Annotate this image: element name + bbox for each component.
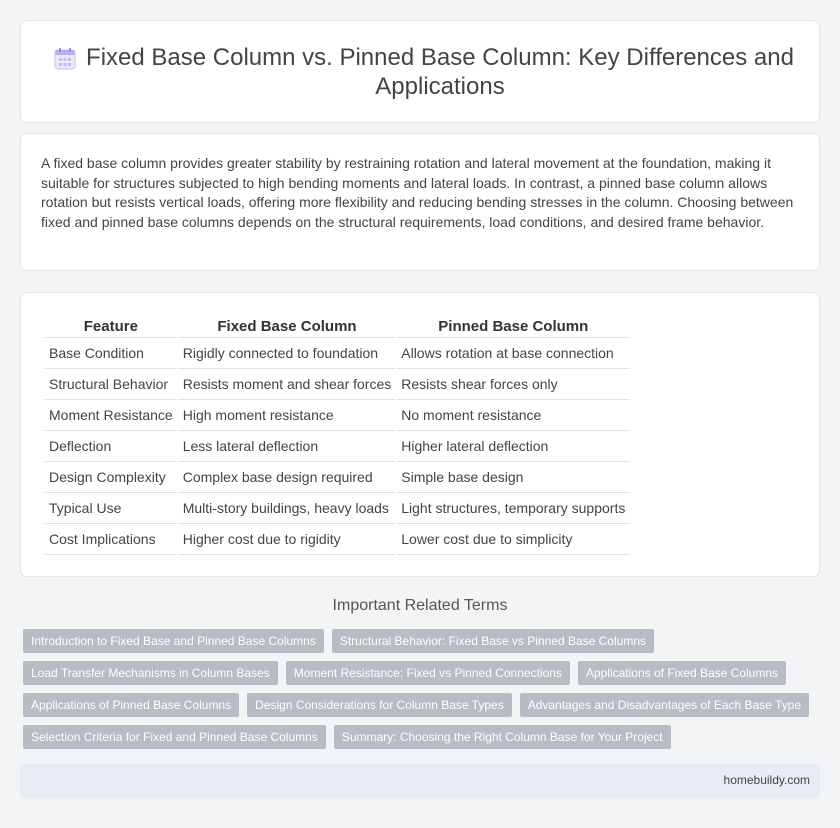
site-link[interactable]: homebuildy.com <box>723 773 810 787</box>
table-row <box>45 431 629 462</box>
table-cell: Structural Behavior <box>45 369 177 400</box>
page-title: Fixed Base Column vs. Pinned Base Column: Key Differences and Applications <box>86 44 794 100</box>
related-tag[interactable]: Applications of Pinned Base Columns <box>23 693 239 717</box>
table-cell: Cost Implications <box>45 524 177 555</box>
table-cell: Higher lateral deflection <box>397 431 629 462</box>
table-cell: Lower cost due to simplicity <box>397 524 629 555</box>
header-feature: Feature <box>45 317 177 338</box>
table-row <box>45 400 629 431</box>
intro-paragraph: A fixed base column provides greater stability by restraining rotation and lateral movement at the foundation, making it suitable for structures subjected to high bending moments and lateral loads. In contrast, a pinned base column allows rotation but resists vertical loads, offering more flexibility and reducing bending stresses in the column. Choosing between fixed and pinned base columns depends on the structural requirements, load conditions, and desired frame behavior. <box>41 155 794 230</box>
related-tag[interactable]: Summary: Choosing the Right Column Base for Your Project <box>334 725 671 749</box>
table-cell: No moment resistance <box>397 400 629 431</box>
intro-card <box>20 133 820 271</box>
related-terms-title: Important Related Terms <box>332 597 508 614</box>
related-tags <box>23 629 813 749</box>
table-row <box>45 493 629 524</box>
comparison-card <box>20 292 820 577</box>
related-tag[interactable]: Moment Resistance: Fixed vs Pinned Connections <box>286 661 570 685</box>
header-pinned-base: Pinned Base Column <box>397 317 629 338</box>
table-cell: Complex base design required <box>179 462 396 493</box>
table-row <box>45 524 629 555</box>
related-tag[interactable]: Structural Behavior: Fixed Base vs Pinned Base Columns <box>332 629 654 653</box>
table-cell: Light structures, temporary supports <box>397 493 629 524</box>
table-cell: Rigidly connected to foundation <box>179 338 396 369</box>
table-cell: Higher cost due to rigidity <box>179 524 396 555</box>
title-card <box>20 20 820 123</box>
table-cell: Typical Use <box>45 493 177 524</box>
table-row <box>45 369 629 400</box>
header-fixed-base: Fixed Base Column <box>179 317 396 338</box>
table-cell: Simple base design <box>397 462 629 493</box>
related-tag[interactable]: Introduction to Fixed Base and Pinned Base Columns <box>23 629 324 653</box>
related-tag[interactable]: Applications of Fixed Base Columns <box>578 661 786 685</box>
table-header-row <box>45 317 629 338</box>
related-tag[interactable]: Design Considerations for Column Base Types <box>247 693 512 717</box>
table-cell: Base Condition <box>45 338 177 369</box>
related-tag[interactable]: Advantages and Disadvantages of Each Base Type <box>520 693 809 717</box>
table-cell: Multi-story buildings, heavy loads <box>179 493 396 524</box>
comparison-table <box>43 317 631 555</box>
related-tag[interactable]: Load Transfer Mechanisms in Column Bases <box>23 661 278 685</box>
calendar-icon <box>53 47 77 71</box>
table-cell: Moment Resistance <box>45 400 177 431</box>
table-row <box>45 338 629 369</box>
table-cell: Less lateral deflection <box>179 431 396 462</box>
table-cell: High moment resistance <box>179 400 396 431</box>
footer <box>20 764 820 798</box>
table-cell: Resists shear forces only <box>397 369 629 400</box>
table-cell: Design Complexity <box>45 462 177 493</box>
table-cell: Allows rotation at base connection <box>397 338 629 369</box>
table-row <box>45 462 629 493</box>
table-cell: Deflection <box>45 431 177 462</box>
table-cell: Resists moment and shear forces <box>179 369 396 400</box>
related-tag[interactable]: Selection Criteria for Fixed and Pinned Base Columns <box>23 725 326 749</box>
